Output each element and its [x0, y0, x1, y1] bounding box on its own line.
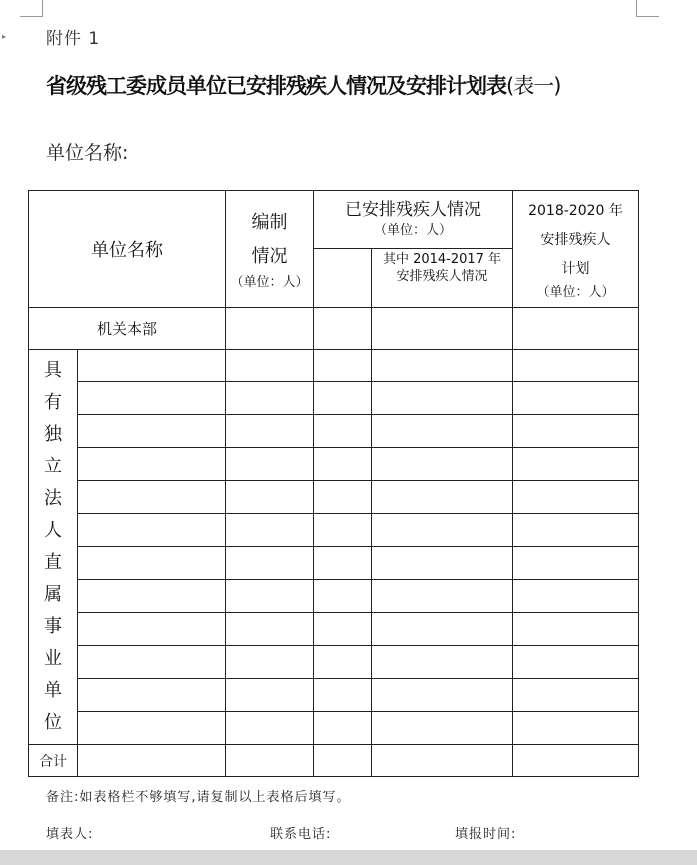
table-cell[interactable] — [314, 308, 372, 350]
footer-filler: 填表人: — [46, 827, 94, 842]
table-cell[interactable] — [226, 712, 314, 745]
table-cell[interactable] — [226, 679, 314, 712]
row-total-label: 合计 — [29, 745, 78, 777]
table-cell[interactable] — [226, 308, 314, 350]
header-arranged-total-cell — [314, 249, 372, 308]
table-cell[interactable] — [78, 415, 226, 448]
table-cell[interactable] — [78, 679, 226, 712]
row-jiguan-label: 机关本部 — [29, 308, 226, 350]
footer-phone: 联系电话: — [270, 827, 332, 842]
table-cell[interactable] — [314, 646, 372, 679]
table-cell[interactable] — [372, 350, 513, 382]
table-cell[interactable] — [78, 613, 226, 646]
table-cell[interactable] — [314, 679, 372, 712]
table-cell[interactable] — [78, 547, 226, 580]
table-cell[interactable] — [513, 308, 639, 350]
document-title: 省级残工委成员单位已安排残疾人情况及安排计划表(表一) — [46, 74, 561, 98]
table-cell[interactable] — [78, 745, 226, 777]
table-cell[interactable] — [314, 350, 372, 382]
table-cell[interactable] — [226, 382, 314, 415]
table-cell[interactable] — [314, 547, 372, 580]
table-cell[interactable] — [372, 712, 513, 745]
table-cell[interactable] — [372, 514, 513, 547]
table-cell[interactable] — [372, 382, 513, 415]
table-cell[interactable] — [513, 382, 639, 415]
remark-note: 备注:如表格栏不够填写,请复制以上表格后填写。 — [46, 790, 351, 805]
header-bianzhi: 编制 情况 （单位：人） — [226, 191, 314, 308]
table-cell[interactable] — [226, 580, 314, 613]
unit-name-line: 单位名称: — [46, 142, 129, 164]
table-cell[interactable] — [372, 547, 513, 580]
table-cell[interactable] — [78, 646, 226, 679]
table-cell[interactable] — [372, 613, 513, 646]
table-cell[interactable] — [513, 679, 639, 712]
table-cell[interactable] — [314, 613, 372, 646]
attachment-label: 附件 1 — [46, 29, 101, 49]
table-cell[interactable] — [226, 514, 314, 547]
table-cell[interactable] — [513, 646, 639, 679]
table-cell[interactable] — [226, 481, 314, 514]
page-gap — [0, 850, 697, 865]
page-corner-mark-icon — [20, 0, 43, 17]
table-cell[interactable] — [78, 712, 226, 745]
table-cell[interactable] — [314, 580, 372, 613]
table-cell[interactable] — [513, 415, 639, 448]
table-cell[interactable] — [226, 646, 314, 679]
table-cell[interactable] — [314, 481, 372, 514]
table-cell[interactable] — [513, 745, 639, 777]
header-plan: 2018-2020 年 安排残疾人 计划 （单位：人） — [513, 191, 639, 308]
table-cell[interactable] — [226, 745, 314, 777]
table-cell[interactable] — [513, 481, 639, 514]
table-cell[interactable] — [226, 547, 314, 580]
table-cell[interactable] — [513, 514, 639, 547]
header-arranged: 已安排残疾人情况 （单位：人） — [314, 191, 513, 249]
table-cell[interactable] — [314, 382, 372, 415]
arrangement-table — [28, 190, 639, 777]
table-cell[interactable] — [372, 308, 513, 350]
table-cell[interactable] — [372, 679, 513, 712]
table-cell[interactable] — [372, 646, 513, 679]
table-cell[interactable] — [78, 514, 226, 547]
table-cell[interactable] — [314, 415, 372, 448]
table-cell[interactable] — [226, 613, 314, 646]
table-cell[interactable] — [78, 448, 226, 481]
footer-date: 填报时间: — [455, 827, 517, 842]
header-unit-name: 单位名称 — [29, 191, 226, 308]
table-cell[interactable] — [372, 415, 513, 448]
page-corner-mark-icon — [636, 0, 659, 17]
table-cell[interactable] — [372, 745, 513, 777]
table-cell[interactable] — [513, 448, 639, 481]
table-cell[interactable] — [513, 547, 639, 580]
table-cell[interactable] — [314, 514, 372, 547]
table-cell[interactable] — [78, 481, 226, 514]
table-cell[interactable] — [78, 350, 226, 382]
table-cell[interactable] — [226, 448, 314, 481]
table-cell[interactable] — [513, 350, 639, 382]
table-cell[interactable] — [226, 350, 314, 382]
table-cell[interactable] — [314, 745, 372, 777]
paragraph-mark-icon: ▸ — [2, 32, 7, 41]
table-cell[interactable] — [513, 613, 639, 646]
vertical-label: 具 有 独 立 法 人 直 属 事 业 单 位 — [29, 350, 78, 745]
table-cell[interactable] — [372, 448, 513, 481]
table-cell[interactable] — [513, 580, 639, 613]
table-cell[interactable] — [314, 712, 372, 745]
table-cell[interactable] — [314, 448, 372, 481]
header-sub-2014-2017: 其中 2014-2017 年 安排残疾人情况 — [372, 249, 513, 308]
table-cell[interactable] — [372, 580, 513, 613]
table-cell[interactable] — [78, 382, 226, 415]
table-cell[interactable] — [78, 580, 226, 613]
table-cell[interactable] — [513, 712, 639, 745]
table-cell[interactable] — [372, 481, 513, 514]
table-cell[interactable] — [226, 415, 314, 448]
